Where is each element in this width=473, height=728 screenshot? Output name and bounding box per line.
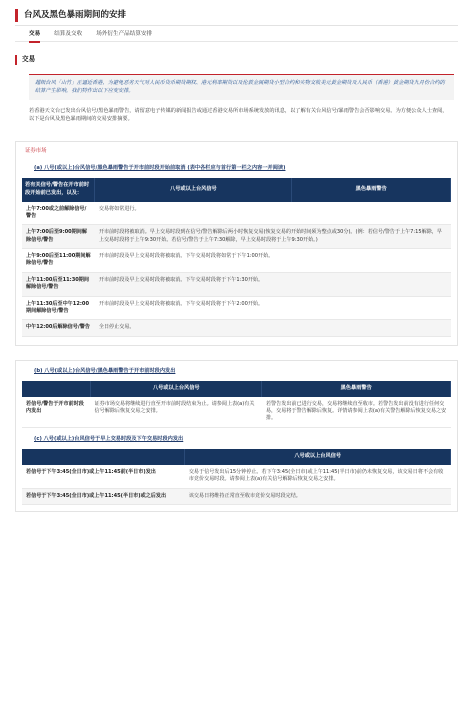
table-c-title[interactable]: (c) 八号(或以上)台风信号于早上交易时段及下午交易时段内发出 — [34, 435, 184, 442]
table-a-header-typhoon: 八号或以上台风信号 — [95, 178, 292, 201]
table-b — [22, 381, 451, 428]
table-cell-condition: 若信号于下午3:45(全日市)或上午11:45前(半日市)发出 — [22, 465, 185, 488]
table-cell-condition: 上午11:30后至中午12:00期间解除信号/警告 — [22, 296, 95, 320]
table-row — [22, 465, 451, 488]
table-cell-condition: 上午7:00或之前解除信号/警告 — [22, 202, 95, 225]
securities-market-panel — [15, 141, 458, 346]
table-cell-detail: 开市前时段将被取消。早上交易时段到在信号/警告解除后两小时恢复交易(恢复交易的开始时间须为整点或30分)。(例：若信号/警告于上午7:15解除，早上交易时段将于上午9:30开始。若信号/警告于上午7:30解除，早上交易时段将于上午9:30开始。) — [95, 225, 451, 249]
section-title: 交易 — [22, 55, 36, 64]
section-accent-bar — [15, 55, 17, 65]
tab-trading[interactable]: 交易 — [29, 26, 40, 42]
table-cell-detail: 开市前时段及早上交易时段将被取消。下午交易时段将于下午2:00开始。 — [95, 296, 451, 320]
table-b-title[interactable]: (b) 八号(或以上)台风信号/黑色暴雨警告于开市前时段内发出 — [34, 367, 176, 374]
table-a — [22, 178, 451, 336]
table-cell-condition: 上午9:00后至11:00期间解除信号/警告 — [22, 249, 95, 273]
table-cell-detail: 全日停止交易。 — [95, 320, 451, 336]
table-cell-detail: 开市前时段及早上交易时段将被取消。下午交易时段将于下午1:30开始。 — [95, 272, 451, 296]
table-row — [22, 272, 451, 296]
table-c-header-typhoon: 八号或以上台风信号 — [185, 449, 451, 465]
table-cell-detail: 开市前时段及早上交易时段将被取消。下午交易时段将如常于下午1:00开始。 — [95, 249, 451, 273]
table-row — [22, 397, 451, 428]
tab-otc-clearing[interactable]: 场外衍生产品结算安排 — [96, 30, 153, 37]
table-b-c-panel — [15, 360, 458, 512]
section-header — [15, 53, 458, 67]
table-a-header-condition: 若有关信号/警告在开市前时段开始前已发出，以及： — [22, 178, 95, 201]
table-b-header-blank — [22, 381, 91, 397]
table-b-header-typhoon: 八号或以上台风信号 — [91, 381, 262, 397]
table-row — [22, 320, 451, 336]
table-cell-condition: 中午12:00后解除信号/警告 — [22, 320, 95, 336]
table-a-header-rainstorm: 黑色暴雨警告 — [292, 178, 451, 201]
table-cell-detail: 该交易日将维持正常直至收市竞价交易时段完结。 — [185, 488, 451, 504]
tab-clearing[interactable]: 结算及交收 — [54, 30, 83, 37]
table-c-header-blank — [22, 449, 185, 465]
table-a-title[interactable]: (a) 八号(或以上)台风信号/黑色暴雨警告于开市前时段开始前取消 (表中各栏应与首行第一栏之内容一并阅读) — [34, 164, 286, 171]
table-cell-detail: 交易将如常进行。 — [95, 202, 451, 225]
table-c — [22, 449, 451, 505]
table-row — [22, 225, 451, 249]
spacer — [22, 505, 451, 511]
table-row — [22, 249, 451, 273]
table-row — [22, 296, 451, 320]
table-cell-condition: 上午7:00后至9:00期间解除信号/警告 — [22, 225, 95, 249]
intro-paragraph: 若香港天文台已发出台风信号/黑色暴雨警告，请留意电子传媒的新闻报告或通过香港交易所市场系统发放的讯息，以了解有关台风信号/暴雨警告会否影响交易。为方便公众人士查阅，以下是台风及黑色暴雨期间的交易安排摘要。 — [29, 108, 448, 122]
page-title: 台风及黑色暴雨期间的安排 — [24, 10, 127, 21]
tab-bar — [15, 26, 458, 42]
market-label: 证券市场 — [25, 148, 47, 155]
notice-box: 超级台风「山竹」正逼近香港，为避免恶劣天气对人民币货币期货期权、港元利率期货以及伦敦金属期货小型合约和实物交收美元黄金期货及人民币（香港）黄金期货九月份合约的结算产生影响，我们特作出以下应变安排。 — [29, 74, 454, 100]
table-cell-condition: 上午11:00后至11:30期间解除信号/警告 — [22, 272, 95, 296]
table-cell-detail: 交易于信号发出后15分钟停止。若下午3:45(全日市)或上午11:45(半日市)前仍未恢复交易，该交易日将不会有收市竞价交易时段。请参阅上表(a)有关信号解除后恢复交易之安排。 — [185, 465, 451, 488]
table-cell-condition: 若信号于下午3:45(全日市)或上午11:45(半日市)或之后发出 — [22, 488, 185, 504]
title-accent-bar — [15, 9, 18, 22]
table-cell-rainstorm: 若警告发出前已进行交易，交易将继续直至收市。若警告发出前没有进行任何交易，交易将于警告解除后恢复。详情请参阅上表(a)有关警告解除后恢复交易之安排。 — [262, 397, 451, 428]
table-cell-typhoon: 证券市场交易将继续进行直至开市前时段结束为止。请参阅上表(a)有关信号解除后恢复交易之安排。 — [91, 397, 262, 428]
table-row — [22, 202, 451, 225]
title-row — [15, 6, 458, 26]
table-b-header-rainstorm: 黑色暴雨警告 — [262, 381, 451, 397]
table-cell-condition: 若信号/警告于开市前时段内发出 — [22, 397, 91, 428]
table-row — [22, 488, 451, 504]
